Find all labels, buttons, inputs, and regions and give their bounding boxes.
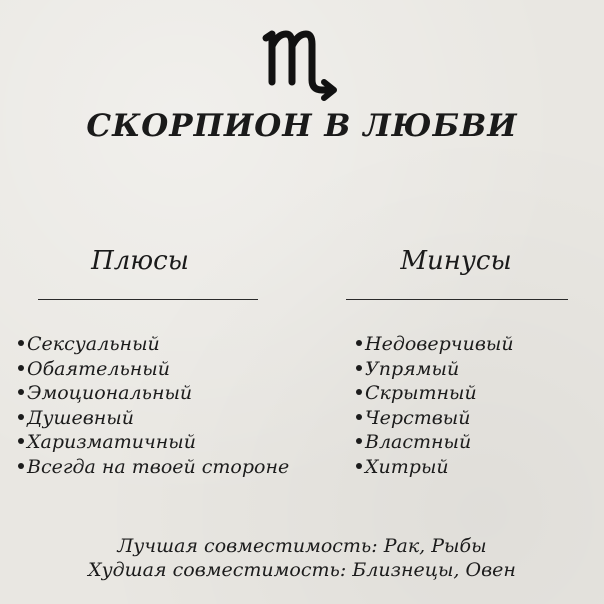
list-item (18, 381, 289, 406)
cons-item-label: Черствый (365, 406, 471, 429)
list-item (18, 332, 289, 357)
list-item (18, 430, 289, 455)
scorpio-icon (256, 12, 348, 104)
cons-item-label: Властный (365, 431, 472, 453)
list-item (18, 406, 289, 431)
pros-item-label: Душевный (27, 406, 134, 429)
bullet-icon (18, 414, 24, 420)
list-item (18, 357, 289, 382)
bullet-icon (356, 463, 362, 469)
list-item (18, 455, 289, 480)
list-item (356, 455, 514, 480)
pros-divider (38, 299, 258, 300)
list-item (356, 381, 514, 406)
cons-item-label: Упрямый (365, 357, 460, 380)
pros-heading: Плюсы (91, 246, 189, 276)
bullet-icon (18, 365, 24, 371)
best-compatibility: Лучшая совместимость: Рак, Рыбы (117, 535, 487, 557)
bullet-icon (18, 389, 24, 395)
bullet-icon (18, 463, 24, 469)
pros-item-label: Харизматичный (27, 431, 196, 453)
bullet-icon (356, 365, 362, 371)
pros-item-label: Всегда на твоей стороне (27, 455, 290, 478)
cons-item-label: Хитрый (365, 455, 449, 478)
list-item (356, 430, 514, 455)
list-item (356, 406, 514, 431)
bullet-icon (356, 389, 362, 395)
pros-item-label: Эмоциональный (27, 382, 193, 404)
page-title: СКОРПИОН В ЛЮБВИ (86, 108, 518, 144)
cons-item-label: Недоверчивый (365, 333, 514, 355)
worst-compatibility: Худшая совместимость: Близнецы, Овен (88, 559, 516, 581)
cons-item-label: Скрытный (365, 382, 477, 404)
cons-list (356, 332, 514, 479)
pros-item-label: Сексуальный (27, 333, 160, 355)
bullet-icon (356, 438, 362, 444)
bullet-icon (356, 340, 362, 346)
cons-divider (346, 299, 568, 300)
pros-list (18, 332, 289, 479)
cons-heading: Минусы (400, 246, 512, 276)
bullet-icon (18, 340, 24, 346)
bullet-icon (18, 438, 24, 444)
list-item (356, 357, 514, 382)
list-item (356, 332, 514, 357)
bullet-icon (356, 414, 362, 420)
pros-item-label: Обаятельный (27, 357, 171, 380)
